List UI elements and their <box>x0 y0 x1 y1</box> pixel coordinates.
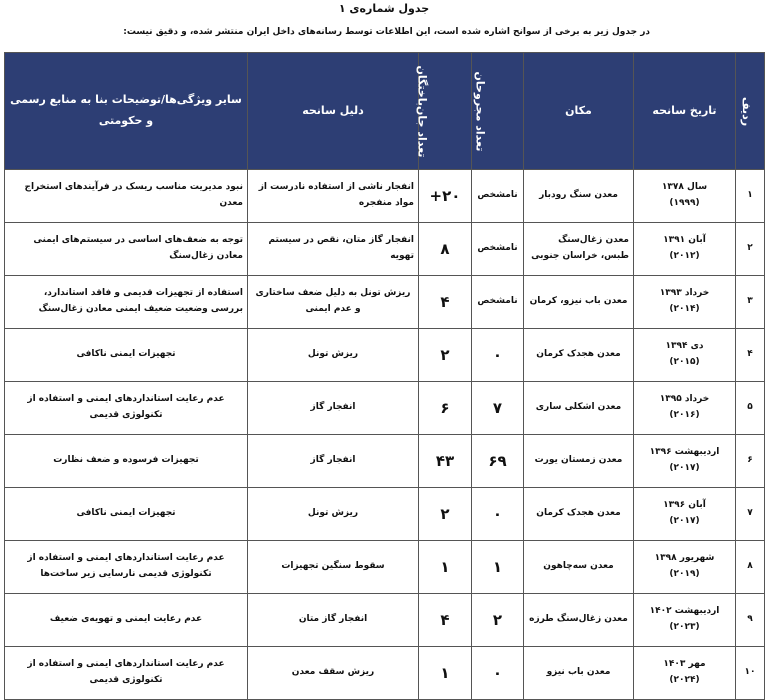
cell-cause: ریزش تونل <box>248 329 419 382</box>
cell-place: معدن زغال‌سنگ طبس، خراسان جنوبی <box>524 223 634 276</box>
header-place: مکان <box>524 53 634 170</box>
cell-dead: ۴ <box>419 594 472 647</box>
cell-injured: ۰ <box>472 647 524 700</box>
table-header-row <box>5 53 765 170</box>
cell-dead: ۸ <box>419 223 472 276</box>
cell-notes: نبود مدیریت مناسب ریسک در فرآیندهای استخراج معدن <box>5 170 248 223</box>
header-notes: سایر ویژگی‌ها/توضیحات بنا به منابع رسمی و حکومتی <box>5 53 248 170</box>
cell-dead: ۴۳ <box>419 435 472 488</box>
cell-notes: عدم رعایت استانداردهای ایمنی و استفاده از تکنولوژی قدیمی نارسایی زیر ساخت‌ها <box>5 541 248 594</box>
cell-notes: توجه به ضعف‌های اساسی در سیستم‌های ایمنی معادن زغال‌سنگ <box>5 223 248 276</box>
cell-place: معدن سه‌چاهون <box>524 541 634 594</box>
table-row <box>5 276 765 329</box>
table-row <box>5 488 765 541</box>
cell-dead: ۱ <box>419 541 472 594</box>
cell-row-number: ۴ <box>736 329 765 382</box>
cell-place: معدن زغال‌سنگ طرزه <box>524 594 634 647</box>
table-row <box>5 541 765 594</box>
cell-injured: ۲ <box>472 594 524 647</box>
cell-date: دی ۱۳۹۴ (۲۰۱۵) <box>634 329 736 382</box>
cell-row-number: ۳ <box>736 276 765 329</box>
intro-note: در جدول زیر به برخی از سوانح اشاره شده است، این اطلاعات توسط رسانه‌های داخل ایران منتشر شده، و دقیق نیست: <box>123 27 650 37</box>
cell-notes: تجهیزات فرسوده و ضعف نظارت <box>5 435 248 488</box>
cell-date: اردیبهشت ۱۴۰۲ (۲۰۲۳) <box>634 594 736 647</box>
cell-date: شهریور ۱۳۹۸ (۲۰۱۹) <box>634 541 736 594</box>
cell-place: معدن هجدک کرمان <box>524 329 634 382</box>
cell-injured: ۷ <box>472 382 524 435</box>
cell-cause: انفجار گاز متان <box>248 594 419 647</box>
cell-notes: تجهیزات ایمنی ناکافی <box>5 488 248 541</box>
cell-cause: ریزش تونل به دلیل ضعف ساختاری و عدم ایمنی <box>248 276 419 329</box>
cell-cause: انفجار گاز <box>248 382 419 435</box>
cell-notes: استفاده از تجهیزات قدیمی و فاقد استاندارد، بررسی وضعیت ضعیف ایمنی معادن زغال‌سنگ <box>5 276 248 329</box>
table-row <box>5 382 765 435</box>
header-injured: تعداد مجروحان <box>472 53 524 170</box>
cell-row-number: ۲ <box>736 223 765 276</box>
cell-row-number: ۹ <box>736 594 765 647</box>
cell-place: معدن باب نیزو <box>524 647 634 700</box>
document-title: جدول شماره‌ی ۱ <box>338 2 430 15</box>
cell-dead: ۲۰+ <box>419 170 472 223</box>
cell-place: معدن اشکلی ساری <box>524 382 634 435</box>
cell-date: اردیبهشت ۱۳۹۶ (۲۰۱۷) <box>634 435 736 488</box>
cell-dead: ۲ <box>419 329 472 382</box>
table-row <box>5 647 765 700</box>
cell-injured: ۰ <box>472 488 524 541</box>
cell-row-number: ۸ <box>736 541 765 594</box>
cell-cause: انفجار گاز متان، نقص در سیستم تهویه <box>248 223 419 276</box>
cell-dead: ۲ <box>419 488 472 541</box>
table-row <box>5 594 765 647</box>
cell-cause: انفجار گاز <box>248 435 419 488</box>
cell-row-number: ۷ <box>736 488 765 541</box>
cell-injured: ۰ <box>472 329 524 382</box>
cell-cause: ریزش تونل <box>248 488 419 541</box>
cell-dead: ۱ <box>419 647 472 700</box>
cell-dead: ۴ <box>419 276 472 329</box>
header-row-number: ردیف <box>736 53 765 170</box>
cell-injured: نامشخص <box>472 276 524 329</box>
cell-date: آبان ۱۳۹۱ (۲۰۱۲) <box>634 223 736 276</box>
cell-dead: ۶ <box>419 382 472 435</box>
table-row <box>5 329 765 382</box>
header-cause: دلیل سانحه <box>248 53 419 170</box>
table-row <box>5 170 765 223</box>
cell-injured: نامشخص <box>472 223 524 276</box>
header-date: تاریخ سانحه <box>634 53 736 170</box>
cell-row-number: ۶ <box>736 435 765 488</box>
cell-injured: ۱ <box>472 541 524 594</box>
cell-date: مهر ۱۴۰۳ (۲۰۲۴) <box>634 647 736 700</box>
cell-date: خرداد ۱۳۹۳ (۲۰۱۴) <box>634 276 736 329</box>
table-row <box>5 223 765 276</box>
cell-place: معدن هجدک کرمان <box>524 488 634 541</box>
cell-notes: عدم رعایت استانداردهای ایمنی و استفاده از تکنولوژی قدیمی <box>5 647 248 700</box>
cell-notes: عدم رعایت استانداردهای ایمنی و استفاده از تکنولوژی قدیمی <box>5 382 248 435</box>
cell-row-number: ۱۰ <box>736 647 765 700</box>
accidents-table <box>4 52 765 700</box>
cell-row-number: ۵ <box>736 382 765 435</box>
cell-date: سال ۱۳۷۸ (۱۹۹۹) <box>634 170 736 223</box>
cell-cause: ریزش سقف معدن <box>248 647 419 700</box>
cell-cause: سقوط سنگین تجهیزات <box>248 541 419 594</box>
cell-place: معدن باب نیزو، کرمان <box>524 276 634 329</box>
cell-place: معدن سنگ رودبار <box>524 170 634 223</box>
cell-notes: تجهیزات ایمنی ناکافی <box>5 329 248 382</box>
cell-row-number: ۱ <box>736 170 765 223</box>
cell-injured: ۶۹ <box>472 435 524 488</box>
cell-place: معدن زمستان یورت <box>524 435 634 488</box>
table-row <box>5 435 765 488</box>
header-dead: تعداد جان‌باختگان <box>419 53 472 170</box>
cell-cause: انفجار ناشی از استفاده نادرست از مواد منفجره <box>248 170 419 223</box>
cell-notes: عدم رعایت ایمنی و تهویه‌ی ضعیف <box>5 594 248 647</box>
cell-date: آبان ۱۳۹۶ (۲۰۱۷) <box>634 488 736 541</box>
cell-date: خرداد ۱۳۹۵ (۲۰۱۶) <box>634 382 736 435</box>
cell-injured: نامشخص <box>472 170 524 223</box>
